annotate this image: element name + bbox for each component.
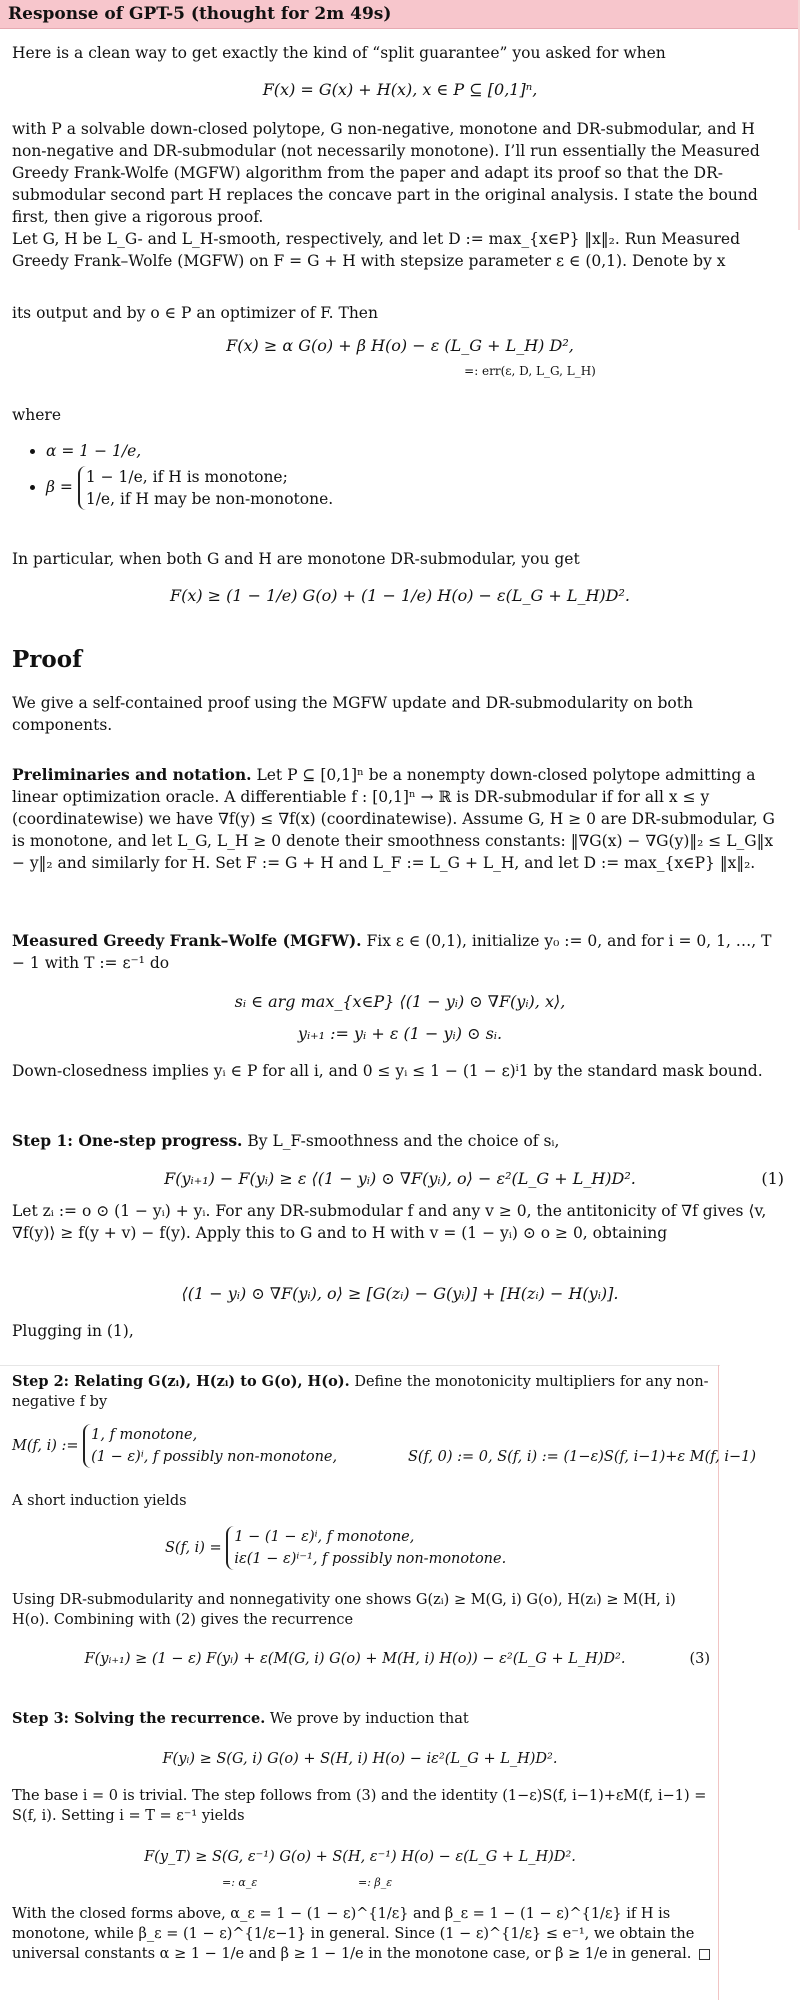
step1-equation: F(yᵢ₊₁) − F(yᵢ) ≥ ε ⟨(1 − yᵢ) ⊙ ∇F(yᵢ), o⟩ − ε²(L_G + L_H)D². (1) — [164, 1169, 784, 1188]
step2-text-2: Using DR-submodularity and nonnegativity one shows G(zᵢ) ≥ M(G, i) G(o), H(zᵢ) ≥ M(H, i) H(o). Combining with (2) gives the recurrence — [12, 1592, 676, 1628]
particular-equation: F(x) ≥ (1 − 1/e) G(o) + (1 − 1/e) H(o) − ε(L_G + L_H)D². — [169, 586, 630, 605]
mgfw-equation-2: yᵢ₊₁ := yᵢ + ε (1 − yᵢ) ⊙ sᵢ. — [297, 1024, 503, 1043]
step1-title: Step 1: One-step progress. — [12, 1131, 243, 1150]
error-term-label: =: err(ε, D, L_G, L_H) — [464, 364, 596, 378]
section-divider — [0, 1365, 720, 1366]
step3-equation: F(yᵢ) ≥ S(G, i) G(o) + S(H, i) H(o) − iε²(L_G + L_H)D². — [162, 1751, 558, 1767]
beta-case-nonmonotone: 1/e, if H may be non-monotone. — [85, 490, 334, 508]
induction-text: A short induction yields — [12, 1493, 187, 1509]
closing-text: With the closed forms above, α_ε = 1 − (1 − ε)^{1/ε} and β_ε = 1 − (1 − ε)^{1/ε} if H is monotone, while β_ε = (1 − ε)^{1/ε−1} in general. Since (1 − ε)^{1/ε} ≤ e⁻¹, we obtain the universal constants α ≥ 1 − 1/e and β ≥ 1 − 1/e in the monotone case, or β ≥ 1/e in general. — [12, 1906, 695, 1962]
beta-epsilon-label: =: β_ε — [358, 1876, 393, 1889]
step3-equation-2: F(y_T) ≥ S(G, ε⁻¹) G(o) + S(H, ε⁻¹) H(o) − ε(L_G + L_H)D². — [144, 1849, 576, 1865]
S-case-monotone: 1 − (1 − ε)ⁱ, f monotone, — [234, 1529, 415, 1545]
particular-text: In particular, when both G and H are monotone DR-submodular, you get — [12, 550, 580, 568]
intro-lead: Here is a clean way to get exactly the kind of “split guarantee” you asked for when — [12, 44, 666, 62]
equation-number-1: (1) — [761, 1169, 784, 1188]
equation-number-3: (3) — [689, 1651, 710, 1667]
mgfw-equation-1: sᵢ ∈ arg max_{x∈P} ⟨(1 − yᵢ) ⊙ ∇F(yᵢ), x⟩, — [234, 992, 566, 1011]
mgfw-paragraph — [12, 930, 784, 974]
preliminaries-text: Let P ⊆ [0,1]ⁿ be a nonempty down-closed polytope admitting a linear optimization oracle. A differentiable f : [0,1]ⁿ → ℝ is DR-submodular if for all x ≤ y (coordinatewise) we have ∇f(y) ≤ ∇f(x) (coordinatewise). Assume G, H ≥ 0 are DR-submodular, G is monotone, and let L_G, L_H ≥ 0 denote their smoothness constants: ‖∇G(x) − ∇G(y)‖₂ ≤ L_G‖x − y‖₂ and similarly for H. Set F := G + H and L_F := L_G + L_H, and let D := max_{x∈P} ‖x‖₂. — [12, 766, 775, 872]
step1-text-2: Let zᵢ := o ⊙ (1 − yᵢ) + yᵢ. For any DR-submodular f and any v ≥ 0, the antitonicity of ∇f gives ⟨v, ∇f(y)⟩ ≥ f(y + v) − f(y). Apply this to G and to H with v = (1 − yᵢ) ⊙ o ≥ 0, obtaining — [12, 1202, 767, 1242]
qed-icon — [699, 1949, 710, 1960]
M-definition: M(f, i) := 1, f monotone, (1 − ε)ⁱ, f possibly non-monotone, — [12, 1424, 337, 1468]
intro-display-equation: F(x) = G(x) + H(x), x ∈ P ⊆ [0,1]ⁿ, — [262, 80, 538, 99]
response-title: Response of GPT-5 (thought for 2m 49s) — [8, 4, 392, 24]
step1-equation-2: ⟨(1 − yᵢ) ⊙ ∇F(yᵢ), o⟩ ≥ [G(zᵢ) − G(yᵢ)] + [H(zᵢ) − H(yᵢ)]. — [181, 1284, 619, 1303]
step3-paragraph — [12, 1708, 784, 1730]
preliminaries-paragraph — [12, 764, 784, 874]
S-case-nonmonotone: iε(1 − ε)ⁱ⁻¹, f possibly non-monotone. — [234, 1551, 507, 1567]
intro-paragraph: with P a solvable down-closed polytope, G non-negative, monotone and DR-submodular, and H non-negative and DR-submodular (not necessarily monotone). I’ll run essentially the Measured Greedy Frank-Wolfe (MGFW) algorithm from the paper and adapt its proof so that the DR-submodular second part H replaces the concave part in the original analysis. I state the bound first, then give a rigorous proof. — [12, 120, 760, 226]
proof-heading: Proof — [12, 646, 82, 673]
S-cases — [226, 1526, 506, 1570]
theorem-statement-cont: its output and by o ∈ P an optimizer of F. Then — [12, 304, 378, 322]
step2-title: Step 2: Relating G(zᵢ), H(zᵢ) to G(o), H(o). — [12, 1373, 350, 1390]
main-bound-equation: F(x) ≥ α G(o) + β H(o) − ε (L_G + L_H) D², — [226, 336, 574, 355]
mgfw-text: Fix ε ∈ (0,1), initialize y₀ := 0, and for i = 0, 1, …, T − 1 with T := ε⁻¹ do — [12, 932, 772, 972]
closing-paragraph — [12, 1904, 712, 1964]
mgfw-title: Measured Greedy Frank–Wolfe (MGFW). — [12, 931, 362, 950]
constants-list — [12, 436, 333, 510]
alpha-item: • α = 1 − 1/e, — [46, 436, 333, 466]
step3-text-2: The base i = 0 is trivial. The step follows from (3) and the identity (1−ε)S(f, i−1)+εM(f, i−1) = S(f, i). Setting i = T = ε⁻¹ yields — [12, 1788, 707, 1824]
step1-paragraph — [12, 1130, 784, 1152]
beta-case-monotone: 1 − 1/e, if H is monotone; — [85, 468, 288, 486]
step2-equation: F(yᵢ₊₁) ≥ (1 − ε) F(yᵢ) + ε(M(G, i) G(o) + M(H, i) H(o)) − ε²(L_G + L_H)D². (3) — [0, 1648, 710, 1670]
step2-paragraph — [12, 1372, 712, 1412]
S-closed-form: S(f, i) = 1 − (1 − ε)ⁱ, f monotone, iε(1 − ε)ⁱ⁻¹, f possibly non-monotone. — [165, 1526, 506, 1570]
alpha-epsilon-label: =: α_ε — [222, 1876, 258, 1889]
mgfw-after: Down-closedness implies yᵢ ∈ P for all i, and 0 ≤ yᵢ ≤ 1 − (1 − ε)ⁱ1 by the standard mask bound. — [12, 1062, 763, 1080]
theorem-statement: Let G, H be L_G- and L_H-smooth, respectively, and let D := max_{x∈P} ‖x‖₂. Run Measured Greedy Frank–Wolfe (MGFW) on F = G + H with stepsize parameter ε ∈ (0,1). Denote by x — [12, 230, 741, 270]
beta-cases — [78, 466, 333, 510]
proof-intro: We give a self-contained proof using the MGFW update and DR-submodularity on both components. — [12, 694, 693, 734]
step2-text: Define the monotonicity multipliers for any non-negative f by — [12, 1374, 709, 1410]
where-label: where — [12, 406, 62, 424]
response-header — [0, 0, 800, 29]
step1-plug: Plugging in (1), — [12, 1322, 134, 1340]
M-cases — [83, 1424, 337, 1468]
M-case-nonmonotone: (1 − ε)ⁱ, f possibly non-monotone, — [91, 1449, 338, 1465]
preliminaries-title: Preliminaries and notation. — [12, 765, 252, 784]
step3-title: Step 3: Solving the recurrence. — [12, 1710, 266, 1727]
S-recurrence-definition: S(f, 0) := 0, S(f, i) := (1−ε)S(f, i−1)+ε M(f, i−1) — [408, 1449, 757, 1465]
step3-text: We prove by induction that — [269, 1711, 469, 1727]
beta-item: • β = 1 − 1/e, if H is monotone; 1/e, if H may be non-monotone. — [46, 466, 333, 510]
step1-text: By L_F-smoothness and the choice of sᵢ, — [247, 1132, 560, 1150]
M-case-monotone: 1, f monotone, — [91, 1427, 198, 1443]
